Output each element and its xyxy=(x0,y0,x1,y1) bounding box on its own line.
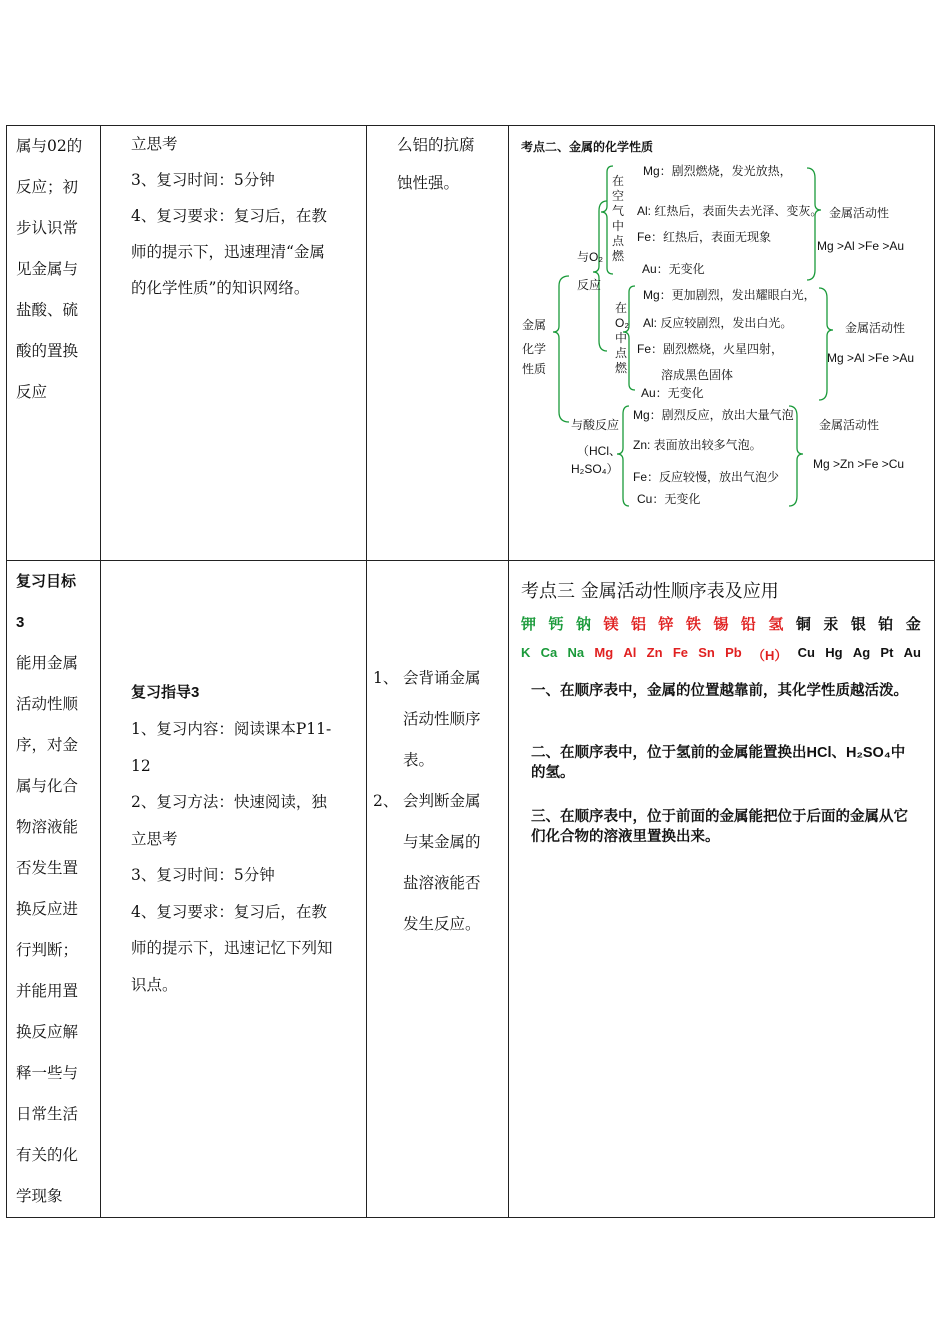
o2-item-fe-cont: 溶成黑色固体 xyxy=(661,368,734,382)
metal-name-10: 氢 xyxy=(768,616,784,633)
air-item-al: Al: 红热后，表面失去光泽、变灰。 xyxy=(637,204,823,218)
objective-line-4: 见金属与 xyxy=(16,260,79,278)
metal-name-2: 钙 xyxy=(548,616,564,633)
metal-name-3: 钠 xyxy=(575,616,591,633)
objective-line-6: 酸的置换 xyxy=(16,342,79,360)
o2-label-char-5: 燃 xyxy=(615,361,628,375)
objective3-line-8: 否发生置 xyxy=(16,859,79,877)
metal-name-5: 铝 xyxy=(630,616,646,633)
kd2-cell xyxy=(509,126,935,561)
o2-label-char-3: 中 xyxy=(615,331,628,345)
metal-symbol-11: Cu xyxy=(797,645,815,660)
acid-item-mg: Mg：剧烈反应，放出大量气泡 xyxy=(633,408,794,422)
objective-line-7: 反应 xyxy=(16,383,48,401)
objective3-line-10: 行判断； xyxy=(16,941,79,959)
guide-line-3: 4、复习要求：复习后，在教 xyxy=(131,207,327,225)
objective-line-3: 步认识常 xyxy=(16,219,79,237)
guide-cell-1 xyxy=(101,126,367,561)
air-summary-order: Mg >Al >Fe >Au xyxy=(817,239,905,253)
guide-line-5: 的化学性质”的知识网络。 xyxy=(131,279,310,297)
metal-symbol-12: Hg xyxy=(825,645,843,660)
metal-name-9: 铅 xyxy=(740,616,756,633)
air-label-char-5: 点 xyxy=(612,234,625,248)
objective3-line-13: 释一些与 xyxy=(16,1064,79,1082)
acid-item-fe: Fe：反应较慢，放出气泡少 xyxy=(633,470,780,484)
outcome-text-line: 发生反应。 xyxy=(403,915,481,933)
acid-summary-order: Mg >Zn >Fe >Cu xyxy=(813,457,905,471)
kd2-title: 考点二、金属的化学性质 xyxy=(521,140,654,154)
outcome-number: 1、 xyxy=(373,669,399,687)
outcome-text-line: 盐溶液能否 xyxy=(403,874,481,892)
acid-branch-acids-2: H₂SO₄） xyxy=(571,462,619,476)
brace-lines xyxy=(509,126,935,556)
o2-item-au: Au：无变化 xyxy=(641,386,704,400)
objective-text-1 xyxy=(7,126,100,413)
o2-branch-sub: 反应 xyxy=(577,278,602,292)
o2-summary-order: Mg >Al >Fe >Au xyxy=(827,351,915,365)
metal-symbol-8: Sn xyxy=(698,645,715,660)
o2-item-mg: Mg：更加剧烈，发出耀眼白光， xyxy=(643,288,816,302)
activity-series-symbols xyxy=(521,645,921,664)
outcome-number: 2、 xyxy=(373,792,399,810)
o2-combustion-label xyxy=(615,301,631,376)
o2-label-char-4: 点 xyxy=(615,346,628,360)
outcome-text-line: 与某金属的 xyxy=(403,833,481,851)
o2-label-char-1: 在 xyxy=(615,301,628,315)
objective-cell-2 xyxy=(7,561,101,1218)
objective3-line-4: 活动性顺 xyxy=(16,695,79,713)
objective3-line-2: 3 xyxy=(16,614,25,631)
metal-symbol-4: Mg xyxy=(594,645,614,660)
air-item-fe: Fe：红热后，表面无现象 xyxy=(637,230,772,244)
metal-name-13: 银 xyxy=(850,616,866,633)
guide-line-2: 3、复习时间：5分钟 xyxy=(131,171,275,189)
root-label-1: 金属 xyxy=(522,318,547,332)
objective3-line-5: 序，对金 xyxy=(16,736,79,754)
guide-cell-2 xyxy=(101,561,367,1218)
guide3-line-8: 识点。 xyxy=(131,975,178,994)
lesson-plan-table xyxy=(6,125,935,1218)
o2-item-fe: Fe：剧烈燃烧，火星四射， xyxy=(637,342,784,356)
objective-text-2 xyxy=(7,561,100,1217)
guide3-line-5: 3、复习时间：5分钟 xyxy=(131,866,275,884)
guide-title-3: 复习指导3 xyxy=(131,684,200,701)
guide-lines-3 xyxy=(131,711,358,1003)
table-row-2 xyxy=(7,561,935,1218)
guide-text-2 xyxy=(101,561,366,1003)
acid-summary-label: 金属活动性 xyxy=(819,418,880,432)
objective-cell-1 xyxy=(7,126,101,561)
outcome-line-1: 么铝的抗腐 xyxy=(397,136,475,154)
activity-series-chinese xyxy=(521,613,921,634)
objective-line-5: 盐酸、硫 xyxy=(16,301,79,319)
o2-label-char-2: O₂ xyxy=(615,316,629,330)
guide-line-1: 立思考 xyxy=(131,135,178,153)
guide3-line-6: 4、复习要求：复习后，在教 xyxy=(131,902,327,921)
metal-symbol-6: Zn xyxy=(646,645,663,660)
guide-line-4: 师的提示下，迅速理清“金属 xyxy=(131,243,325,261)
air-label-char-3: 气 xyxy=(612,204,625,218)
chemical-properties-diagram xyxy=(509,126,935,556)
air-summary-label: 金属活动性 xyxy=(829,206,890,220)
air-label-char-2: 空 xyxy=(612,189,625,203)
objective3-line-3: 能用金属 xyxy=(16,654,79,672)
objective3-line-6: 属与化合 xyxy=(16,777,79,795)
metal-symbol-7: Fe xyxy=(672,645,688,660)
acid-item-zn: Zn: 表面放出较多气泡。 xyxy=(633,438,762,452)
objective3-line-16: 学现象 xyxy=(16,1187,63,1205)
outcome-item-1 xyxy=(367,658,508,781)
air-item-mg: Mg：剧烈燃烧，发光放热， xyxy=(643,164,792,178)
acid-branch-label: 与酸反应 xyxy=(571,418,620,432)
kd3-cell xyxy=(509,561,935,1218)
metal-symbol-10: （H） xyxy=(751,648,788,663)
objective-line-1: 属与02的 xyxy=(16,137,83,155)
outcome-text xyxy=(403,658,508,781)
metal-symbol-13: Ag xyxy=(852,645,871,660)
air-label-char-1: 在 xyxy=(612,174,625,188)
objective3-line-12: 换反应解 xyxy=(16,1023,79,1041)
guide3-line-4: 立思考 xyxy=(131,829,178,848)
table-row-1 xyxy=(7,126,935,561)
guide3-line-2: 12 xyxy=(131,756,151,775)
acid-branch-acids: （HCl、 xyxy=(577,444,621,458)
metal-symbol-14: Pt xyxy=(880,645,894,660)
metal-name-4: 镁 xyxy=(603,616,619,633)
outcome-text-line: 会判断金属 xyxy=(403,792,481,810)
root-label-2: 化学 xyxy=(522,342,547,356)
root-label-3: 性质 xyxy=(522,362,547,376)
o2-summary-label: 金属活动性 xyxy=(845,321,906,335)
metal-name-12: 汞 xyxy=(823,616,839,633)
objective3-line-14: 日常生活 xyxy=(16,1105,79,1123)
outcome-line-2: 蚀性强。 xyxy=(397,174,460,192)
metal-name-7: 铁 xyxy=(685,616,701,633)
metal-name-6: 锌 xyxy=(658,616,674,633)
guide3-line-7: 师的提示下，迅速记忆下列知 xyxy=(131,939,333,957)
objective3-line-7: 物溶液能 xyxy=(16,818,79,836)
rule-2: 二、在顺序表中，位于氢前的金属能置换出HCl、H₂SO₄中的氢。 xyxy=(531,745,906,781)
activity-series-section xyxy=(509,561,935,1211)
objective3-line-9: 换反应进 xyxy=(16,900,79,918)
o2-branch-label: 与O₂ xyxy=(577,250,603,264)
outcome-cell-1 xyxy=(367,126,509,561)
guide-text-1 xyxy=(101,126,366,306)
metal-symbol-15: Au xyxy=(903,645,921,660)
outcome-cell-2 xyxy=(367,561,509,1218)
objective3-line-15: 有关的化 xyxy=(16,1146,79,1164)
metal-name-8: 锡 xyxy=(713,616,729,633)
air-item-au: Au：无变化 xyxy=(642,262,705,276)
rule-3: 三、在顺序表中，位于前面的金属能把位于后面的金属从它们化合物的溶液里置换出来。 xyxy=(531,809,908,845)
outcome-text-1 xyxy=(367,126,508,202)
metal-symbol-9: Pb xyxy=(725,645,742,660)
objective-line-2: 反应；初 xyxy=(16,178,79,196)
outcome-text-line: 会背诵金属 xyxy=(403,669,481,687)
outcome-text xyxy=(403,781,508,945)
o2-item-al: Al: 反应较剧烈，发出白光。 xyxy=(643,316,793,330)
air-combustion-label xyxy=(612,174,626,264)
air-label-char-6: 燃 xyxy=(612,249,625,263)
rule-1: 一、在顺序表中，金属的位置越靠前，其化学性质越活泼。 xyxy=(531,683,908,699)
air-label-char-4: 中 xyxy=(612,219,625,233)
outcome-text-line: 表。 xyxy=(403,751,435,769)
metal-symbol-3: Na xyxy=(567,645,585,660)
guide3-line-3: 2、复习方法：快速阅读，独 xyxy=(131,793,327,811)
metal-symbol-1: K xyxy=(521,645,531,660)
metal-name-11: 铜 xyxy=(795,616,811,633)
metal-name-1: 钾 xyxy=(521,616,537,633)
acid-item-cu: Cu：无变化 xyxy=(637,492,701,506)
metal-name-15: 金 xyxy=(905,616,921,633)
objective3-line-11: 并能用置 xyxy=(16,982,79,1000)
metal-symbol-2: Ca xyxy=(540,645,558,660)
guide3-line-1: 1、复习内容：阅读课本P11- xyxy=(131,720,332,738)
metal-name-14: 铂 xyxy=(878,616,894,633)
outcome-list-2 xyxy=(367,561,508,945)
outcome-text-line: 活动性顺序 xyxy=(403,710,481,728)
kd3-title: 考点三 金属活动性顺序表及应用 xyxy=(521,581,779,602)
metal-symbol-5: Al xyxy=(623,645,637,660)
objective3-line-1: 复习目标 xyxy=(16,573,77,590)
outcome-item-2 xyxy=(367,781,508,945)
